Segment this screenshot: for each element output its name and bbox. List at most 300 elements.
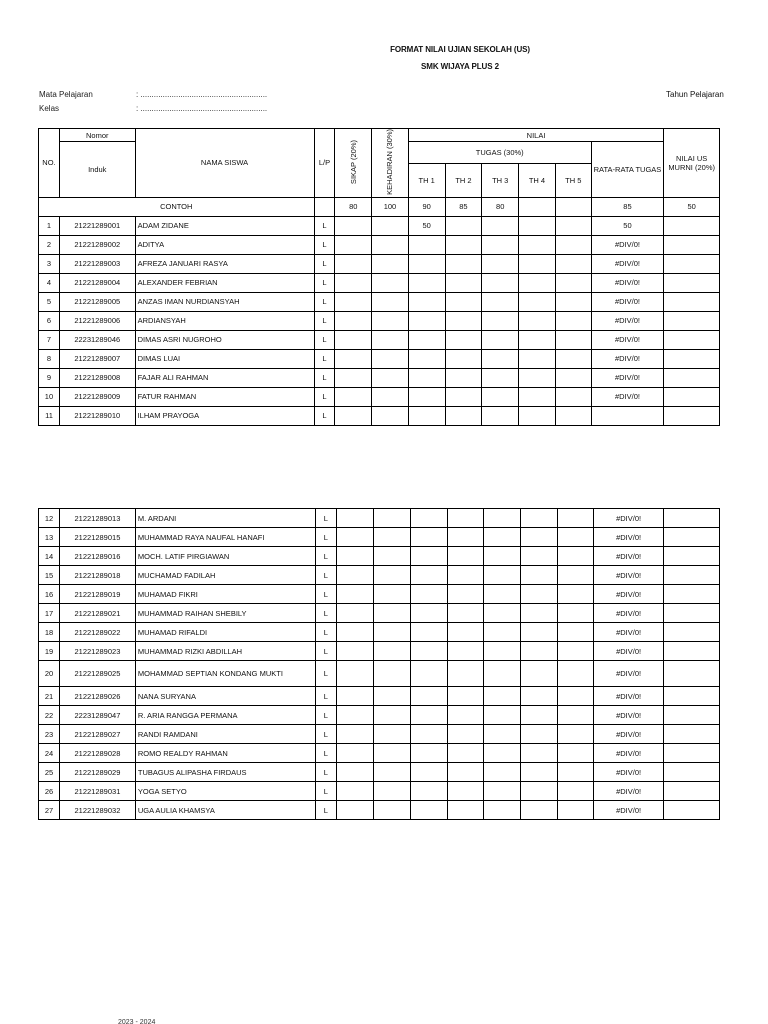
class-value[interactable]: : ......................................................... [136, 104, 268, 113]
row-induk: 21221289013 [59, 509, 135, 528]
row-th3-cell[interactable] [484, 763, 521, 782]
row-nama: R. ARIA RANGGA PERMANA [135, 706, 315, 725]
row-murni-cell[interactable] [664, 216, 720, 235]
row-sikap-cell[interactable] [336, 661, 373, 687]
row-rata: #DIV/0! [594, 642, 664, 661]
row-sikap-cell[interactable] [336, 585, 373, 604]
row-th1-cell[interactable] [408, 254, 445, 273]
row-sikap-cell[interactable] [336, 687, 373, 706]
row-induk: 21221289003 [59, 254, 135, 273]
row-th5-cell[interactable] [555, 387, 591, 406]
row-murni-cell[interactable] [664, 801, 720, 820]
row-th5-cell[interactable] [558, 706, 594, 725]
row-th3-cell[interactable] [482, 311, 519, 330]
row-th5-cell[interactable] [555, 330, 591, 349]
row-rata: #DIV/0! [594, 706, 664, 725]
row-th2-cell[interactable] [447, 547, 484, 566]
row-lp: L [315, 566, 336, 585]
row-th4-cell[interactable] [521, 725, 558, 744]
row-th1-cell[interactable] [410, 744, 447, 763]
row-th4-cell[interactable] [519, 254, 556, 273]
table-row [39, 744, 720, 763]
row-th2-cell[interactable] [447, 763, 484, 782]
row-th5-cell[interactable] [555, 216, 591, 235]
row-th2-cell[interactable] [447, 661, 484, 687]
row-induk: 21221289008 [59, 368, 135, 387]
table-body-part-2 [39, 509, 720, 820]
row-murni-cell[interactable] [664, 509, 720, 528]
grades-table-part-2 [38, 508, 720, 820]
row-murni-cell[interactable] [664, 585, 720, 604]
header-induk: Induk [59, 142, 135, 198]
row-th1-cell[interactable] [410, 528, 447, 547]
row-th4-cell[interactable] [521, 509, 558, 528]
row-th1-cell[interactable] [408, 368, 445, 387]
table-row [39, 801, 720, 820]
row-th5-cell[interactable] [558, 687, 594, 706]
row-th5-cell[interactable] [558, 509, 594, 528]
row-kehadiran-cell[interactable] [373, 763, 410, 782]
row-th1-cell[interactable] [408, 235, 445, 254]
row-lp: L [315, 661, 336, 687]
row-th1-cell[interactable]: 50 [408, 216, 445, 235]
row-th4-cell[interactable] [519, 273, 556, 292]
row-lp: L [315, 744, 336, 763]
row-sikap-cell[interactable] [336, 706, 373, 725]
row-kehadiran-cell[interactable] [372, 292, 409, 311]
row-murni-cell[interactable] [664, 406, 720, 425]
row-murni-cell[interactable] [664, 547, 720, 566]
row-th2-cell[interactable] [447, 706, 484, 725]
row-kehadiran-cell[interactable] [372, 349, 409, 368]
row-th2-cell[interactable] [447, 642, 484, 661]
row-kehadiran-cell[interactable] [373, 623, 410, 642]
row-th5-cell[interactable] [558, 725, 594, 744]
row-murni-cell[interactable] [664, 687, 720, 706]
row-th5-cell[interactable] [558, 585, 594, 604]
row-rata: #DIV/0! [591, 330, 664, 349]
row-kehadiran-cell[interactable] [373, 661, 410, 687]
row-th3-cell[interactable] [484, 706, 521, 725]
example-label: CONTOH [39, 197, 315, 216]
row-th2-cell[interactable] [447, 725, 484, 744]
row-th4-cell[interactable] [519, 406, 556, 425]
row-lp: L [315, 509, 336, 528]
row-th5-cell[interactable] [555, 368, 591, 387]
row-murni-cell[interactable] [664, 292, 720, 311]
row-induk: 21221289022 [59, 623, 135, 642]
row-th4-cell[interactable] [519, 216, 556, 235]
row-sikap-cell[interactable] [335, 311, 372, 330]
row-th4-cell[interactable] [519, 368, 556, 387]
row-th2-cell[interactable] [445, 273, 482, 292]
row-th3-cell[interactable] [482, 235, 519, 254]
row-murni-cell[interactable] [664, 661, 720, 687]
row-th5-cell[interactable] [558, 763, 594, 782]
row-kehadiran-cell[interactable] [373, 687, 410, 706]
row-murni-cell[interactable] [664, 566, 720, 585]
row-th1-cell[interactable] [410, 604, 447, 623]
row-th1-cell[interactable] [410, 725, 447, 744]
row-sikap-cell[interactable] [336, 782, 373, 801]
row-sikap-cell[interactable] [335, 273, 372, 292]
row-th5-cell[interactable] [558, 744, 594, 763]
row-rata: #DIV/0! [594, 801, 664, 820]
row-murni-cell[interactable] [664, 235, 720, 254]
row-kehadiran-cell[interactable] [373, 509, 410, 528]
table-row [39, 292, 720, 311]
row-lp: L [314, 387, 335, 406]
example-rata: 85 [591, 197, 664, 216]
row-th4-cell[interactable] [521, 744, 558, 763]
row-kehadiran-cell[interactable] [373, 585, 410, 604]
row-th2-cell[interactable] [445, 349, 482, 368]
row-lp: L [315, 623, 336, 642]
row-th5-cell[interactable] [555, 406, 591, 425]
row-th3-cell[interactable] [484, 801, 521, 820]
row-th3-cell[interactable] [484, 623, 521, 642]
row-th5-cell[interactable] [555, 292, 591, 311]
row-murni-cell[interactable] [664, 254, 720, 273]
row-rata: #DIV/0! [594, 744, 664, 763]
row-th3-cell[interactable] [482, 387, 519, 406]
row-th4-cell[interactable] [519, 387, 556, 406]
row-th5-cell[interactable] [558, 566, 594, 585]
row-induk: 21221289032 [59, 801, 135, 820]
row-th3-cell[interactable] [482, 330, 519, 349]
row-th2-cell[interactable] [445, 368, 482, 387]
row-kehadiran-cell[interactable] [372, 235, 409, 254]
row-nama: ANZAS IMAN NURDIANSYAH [135, 292, 314, 311]
row-kehadiran-cell[interactable] [372, 273, 409, 292]
row-th2-cell[interactable] [445, 235, 482, 254]
row-kehadiran-cell[interactable] [373, 744, 410, 763]
row-lp: L [314, 273, 335, 292]
row-rata: #DIV/0! [594, 782, 664, 801]
row-no: 22 [39, 706, 60, 725]
row-th1-cell[interactable] [408, 273, 445, 292]
row-nama: MUCHAMAD FADILAH [135, 566, 315, 585]
row-th3-cell[interactable] [484, 604, 521, 623]
row-sikap-cell[interactable] [335, 254, 372, 273]
row-th2-cell[interactable] [447, 782, 484, 801]
row-th5-cell[interactable] [555, 349, 591, 368]
row-sikap-cell[interactable] [335, 235, 372, 254]
row-th3-cell[interactable] [484, 642, 521, 661]
row-nama: ALEXANDER FEBRIAN [135, 273, 314, 292]
row-sikap-cell[interactable] [335, 368, 372, 387]
row-rata: #DIV/0! [591, 311, 664, 330]
row-no: 21 [39, 687, 60, 706]
row-nama: ROMO REALDY RAHMAN [135, 744, 315, 763]
row-th4-cell[interactable] [521, 566, 558, 585]
row-th5-cell[interactable] [558, 547, 594, 566]
row-th3-cell[interactable] [484, 547, 521, 566]
row-th1-cell[interactable] [410, 782, 447, 801]
row-kehadiran-cell[interactable] [373, 706, 410, 725]
row-sikap-cell[interactable] [336, 623, 373, 642]
row-th4-cell[interactable] [519, 330, 556, 349]
row-th2-cell[interactable] [447, 744, 484, 763]
row-th4-cell[interactable] [521, 661, 558, 687]
subject-label: Mata Pelajaran [39, 90, 93, 99]
table-row [39, 547, 720, 566]
row-th1-cell[interactable] [410, 706, 447, 725]
row-nama: YOGA SETYO [135, 782, 315, 801]
row-th5-cell[interactable] [558, 642, 594, 661]
row-th2-cell[interactable] [445, 292, 482, 311]
row-sikap-cell[interactable] [335, 349, 372, 368]
row-murni-cell[interactable] [664, 763, 720, 782]
row-no: 18 [39, 623, 60, 642]
header-nama-siswa: NAMA SISWA [135, 129, 314, 198]
row-nama: MUHAMAD FIKRI [135, 585, 315, 604]
row-lp: L [314, 330, 335, 349]
row-th1-cell[interactable] [410, 661, 447, 687]
row-th1-cell[interactable] [410, 687, 447, 706]
row-th2-cell[interactable] [447, 509, 484, 528]
row-lp: L [315, 604, 336, 623]
row-lp: L [314, 311, 335, 330]
row-th3-cell[interactable] [482, 406, 519, 425]
row-rata: #DIV/0! [591, 273, 664, 292]
row-th4-cell[interactable] [521, 782, 558, 801]
row-kehadiran-cell[interactable] [372, 311, 409, 330]
year-label: Tahun Pelajaran [666, 90, 724, 99]
row-kehadiran-cell[interactable] [373, 801, 410, 820]
row-th3-cell[interactable] [484, 585, 521, 604]
row-murni-cell[interactable] [664, 330, 720, 349]
row-sikap-cell[interactable] [335, 292, 372, 311]
row-rata: #DIV/0! [591, 387, 664, 406]
row-murni-cell[interactable] [664, 349, 720, 368]
row-kehadiran-cell[interactable] [373, 547, 410, 566]
row-kehadiran-cell[interactable] [372, 254, 409, 273]
row-induk: 22231289047 [59, 706, 135, 725]
row-kehadiran-cell[interactable] [373, 566, 410, 585]
row-th2-cell[interactable] [445, 254, 482, 273]
header-th2: TH 2 [445, 163, 482, 197]
row-th2-cell[interactable] [445, 216, 482, 235]
table-row [39, 509, 720, 528]
row-th1-cell[interactable] [410, 623, 447, 642]
row-th3-cell[interactable] [482, 254, 519, 273]
row-th1-cell[interactable] [408, 387, 445, 406]
row-th4-cell[interactable] [519, 349, 556, 368]
row-th5-cell[interactable] [555, 273, 591, 292]
header-lp: L/P [314, 129, 335, 198]
row-murni-cell[interactable] [664, 368, 720, 387]
row-th5-cell[interactable] [555, 311, 591, 330]
row-th4-cell[interactable] [521, 687, 558, 706]
row-induk: 21221289021 [59, 604, 135, 623]
row-th2-cell[interactable] [447, 687, 484, 706]
row-induk: 21221289005 [59, 292, 135, 311]
row-murni-cell[interactable] [664, 311, 720, 330]
table-row [39, 254, 720, 273]
example-sikap: 80 [335, 197, 372, 216]
row-th3-cell[interactable] [484, 782, 521, 801]
row-th2-cell[interactable] [447, 528, 484, 547]
row-th1-cell[interactable] [410, 585, 447, 604]
table-row [39, 623, 720, 642]
row-th3-cell[interactable] [484, 528, 521, 547]
row-induk: 21221289026 [59, 687, 135, 706]
example-murni: 50 [664, 197, 720, 216]
row-nama: MUHAMMAD RAYA NAUFAL HANAFI [135, 528, 315, 547]
row-th2-cell[interactable] [447, 801, 484, 820]
school-name: SMK WIJAYA PLUS 2 [421, 62, 499, 71]
row-th2-cell[interactable] [445, 406, 482, 425]
row-murni-cell[interactable] [664, 273, 720, 292]
row-no: 2 [39, 235, 60, 254]
grades-table-part-1 [38, 128, 720, 426]
row-th5-cell[interactable] [558, 782, 594, 801]
row-induk: 21221289029 [59, 763, 135, 782]
row-th1-cell[interactable] [408, 292, 445, 311]
row-th1-cell[interactable] [408, 349, 445, 368]
row-murni-cell[interactable] [664, 725, 720, 744]
row-sikap-cell[interactable] [336, 547, 373, 566]
row-no: 27 [39, 801, 60, 820]
subject-value[interactable]: : ......................................................... [136, 90, 268, 99]
row-th4-cell[interactable] [521, 706, 558, 725]
row-th3-cell[interactable] [482, 216, 519, 235]
row-sikap-cell[interactable] [336, 725, 373, 744]
row-th5-cell[interactable] [558, 801, 594, 820]
row-kehadiran-cell[interactable] [373, 642, 410, 661]
row-murni-cell[interactable] [664, 782, 720, 801]
row-sikap-cell[interactable] [336, 528, 373, 547]
row-th1-cell[interactable] [410, 547, 447, 566]
table-row [39, 368, 720, 387]
row-th3-cell[interactable] [482, 292, 519, 311]
row-kehadiran-cell[interactable] [372, 216, 409, 235]
row-sikap-cell[interactable] [335, 387, 372, 406]
row-th1-cell[interactable] [410, 509, 447, 528]
table-row [39, 387, 720, 406]
table-row [39, 349, 720, 368]
row-sikap-cell[interactable] [335, 216, 372, 235]
row-th3-cell[interactable] [482, 349, 519, 368]
row-th4-cell[interactable] [521, 763, 558, 782]
row-nama: UGA AULIA KHAMSYA [135, 801, 315, 820]
row-no: 9 [39, 368, 60, 387]
row-th2-cell[interactable] [447, 623, 484, 642]
row-sikap-cell[interactable] [336, 763, 373, 782]
row-murni-cell[interactable] [664, 744, 720, 763]
row-rata: #DIV/0! [594, 725, 664, 744]
row-th4-cell[interactable] [521, 623, 558, 642]
row-sikap-cell[interactable] [336, 566, 373, 585]
row-sikap-cell[interactable] [336, 604, 373, 623]
row-kehadiran-cell[interactable] [372, 330, 409, 349]
row-rata [591, 406, 664, 425]
row-th4-cell[interactable] [519, 292, 556, 311]
row-lp: L [315, 706, 336, 725]
row-th1-cell[interactable] [410, 763, 447, 782]
row-kehadiran-cell[interactable] [372, 406, 409, 425]
row-th1-cell[interactable] [408, 330, 445, 349]
row-th4-cell[interactable] [521, 585, 558, 604]
row-th3-cell[interactable] [484, 725, 521, 744]
row-nama: DIMAS ASRI NUGROHO [135, 330, 314, 349]
row-sikap-cell[interactable] [335, 330, 372, 349]
row-th4-cell[interactable] [519, 311, 556, 330]
row-rata: #DIV/0! [591, 368, 664, 387]
row-th3-cell[interactable] [484, 509, 521, 528]
row-murni-cell[interactable] [664, 642, 720, 661]
row-murni-cell[interactable] [664, 623, 720, 642]
row-kehadiran-cell[interactable] [373, 528, 410, 547]
row-th4-cell[interactable] [521, 642, 558, 661]
row-sikap-cell[interactable] [335, 406, 372, 425]
row-th1-cell[interactable] [408, 311, 445, 330]
row-lp: L [315, 801, 336, 820]
row-sikap-cell[interactable] [336, 801, 373, 820]
row-th5-cell[interactable] [558, 623, 594, 642]
row-th1-cell[interactable] [410, 642, 447, 661]
row-th3-cell[interactable] [484, 744, 521, 763]
row-murni-cell[interactable] [664, 604, 720, 623]
row-kehadiran-cell[interactable] [373, 725, 410, 744]
header-sikap-text: SIKAP (20%) [348, 139, 358, 184]
row-kehadiran-cell[interactable] [373, 782, 410, 801]
row-murni-cell[interactable] [664, 706, 720, 725]
row-th5-cell[interactable] [555, 254, 591, 273]
row-th5-cell[interactable] [558, 604, 594, 623]
row-th2-cell[interactable] [445, 311, 482, 330]
row-induk: 21221289002 [59, 235, 135, 254]
row-th3-cell[interactable] [482, 273, 519, 292]
row-th3-cell[interactable] [484, 661, 521, 687]
row-th1-cell[interactable] [408, 406, 445, 425]
row-th5-cell[interactable] [558, 528, 594, 547]
row-th3-cell[interactable] [484, 687, 521, 706]
row-th1-cell[interactable] [410, 801, 447, 820]
header-th5: TH 5 [555, 163, 591, 197]
row-th2-cell[interactable] [447, 566, 484, 585]
row-murni-cell[interactable] [664, 387, 720, 406]
row-th5-cell[interactable] [558, 661, 594, 687]
row-murni-cell[interactable] [664, 528, 720, 547]
row-th2-cell[interactable] [447, 585, 484, 604]
row-sikap-cell[interactable] [336, 744, 373, 763]
row-th3-cell[interactable] [482, 368, 519, 387]
row-th4-cell[interactable] [521, 547, 558, 566]
row-th4-cell[interactable] [521, 604, 558, 623]
row-rata: #DIV/0! [591, 349, 664, 368]
row-th3-cell[interactable] [484, 566, 521, 585]
row-th2-cell[interactable] [445, 330, 482, 349]
row-th1-cell[interactable] [410, 566, 447, 585]
row-th4-cell[interactable] [521, 528, 558, 547]
row-th2-cell[interactable] [447, 604, 484, 623]
row-no: 15 [39, 566, 60, 585]
table-row [39, 687, 720, 706]
row-th2-cell[interactable] [445, 387, 482, 406]
row-kehadiran-cell[interactable] [372, 368, 409, 387]
header-sikap [335, 129, 372, 198]
row-th4-cell[interactable] [521, 801, 558, 820]
row-kehadiran-cell[interactable] [373, 604, 410, 623]
row-sikap-cell[interactable] [336, 642, 373, 661]
row-lp: L [315, 687, 336, 706]
row-th5-cell[interactable] [555, 235, 591, 254]
row-th4-cell[interactable] [519, 235, 556, 254]
row-kehadiran-cell[interactable] [372, 387, 409, 406]
row-sikap-cell[interactable] [336, 509, 373, 528]
